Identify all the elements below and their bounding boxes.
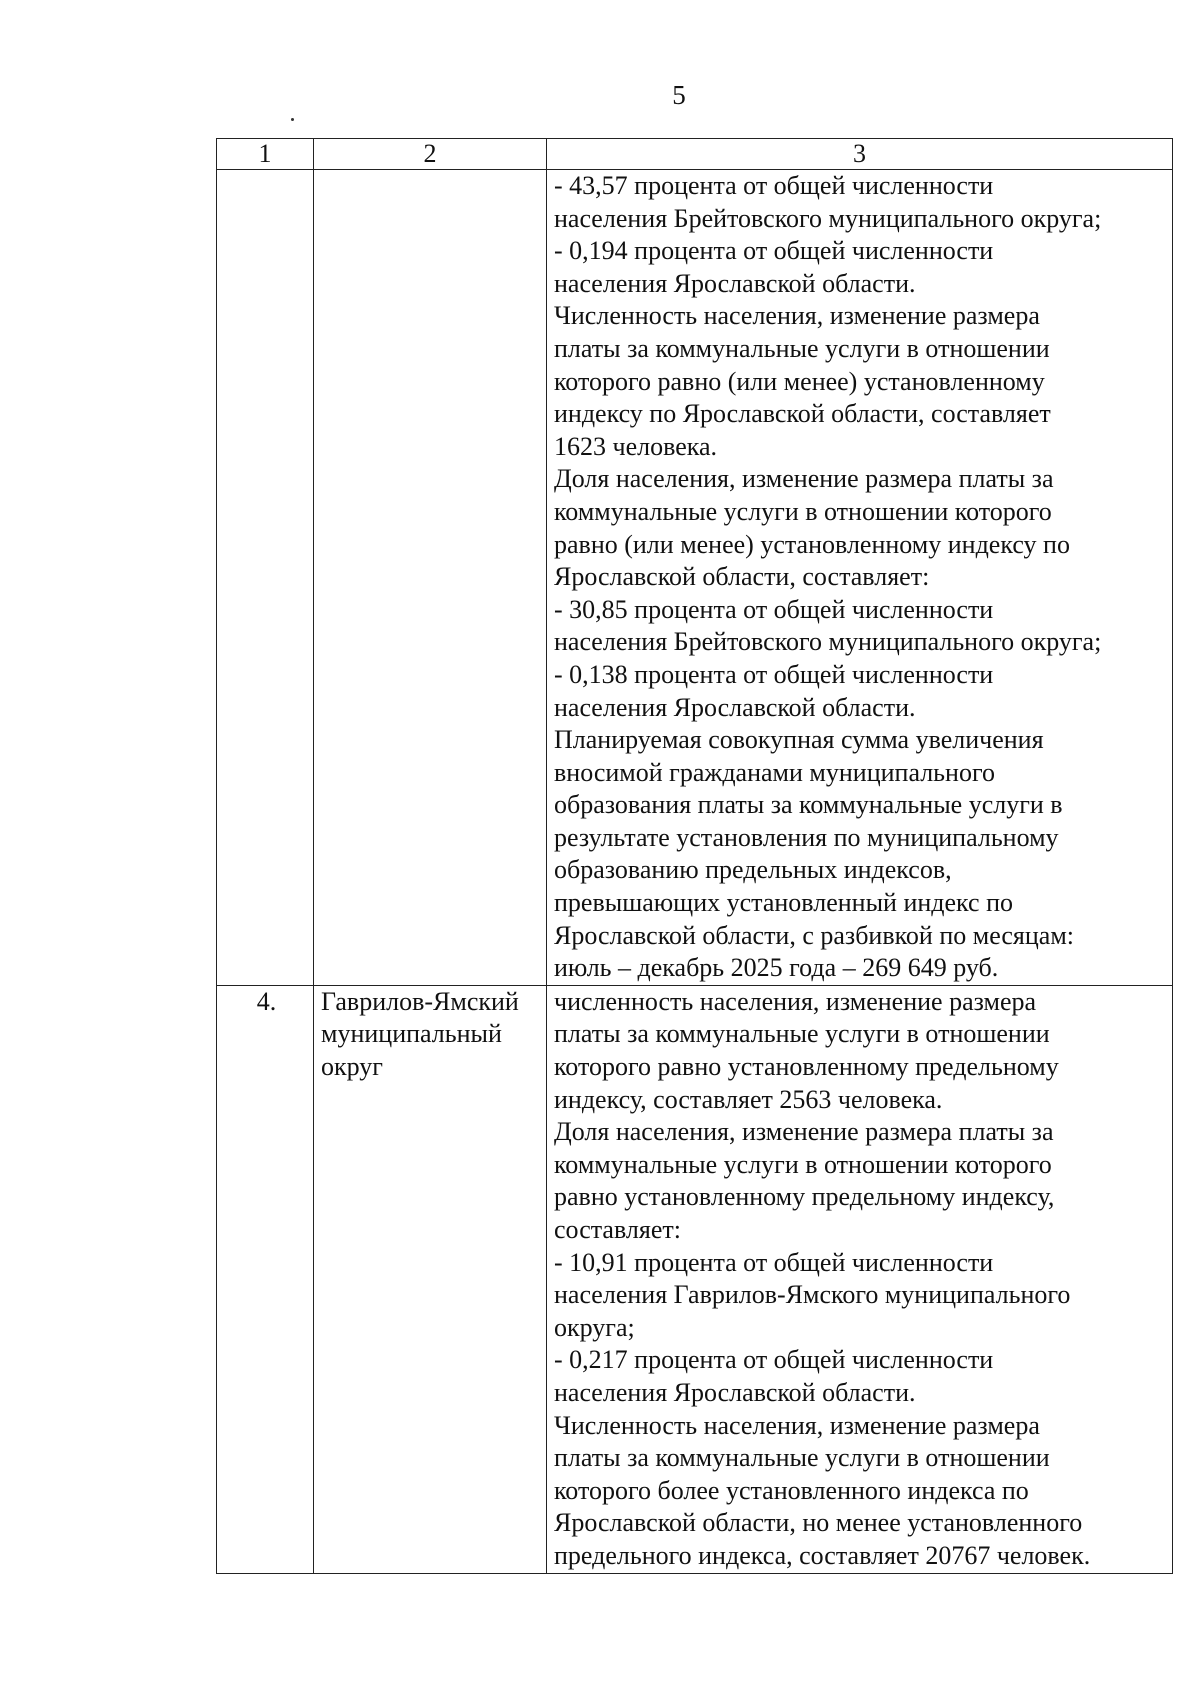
column-header-3: 3: [547, 139, 1173, 170]
description-line: Численность населения, изменение размера: [554, 1410, 1040, 1440]
description-line: населения Ярославской области.: [554, 692, 916, 722]
description-line: равно (или менее) установленному индексу по: [554, 529, 1070, 559]
description-line: Численность населения, изменение размера: [554, 301, 1040, 331]
document-table: [216, 138, 1173, 1574]
description-line: предельного индекса, составляет 20767 человек.: [554, 1540, 1091, 1570]
description-line: - 0,217 процента от общей численности: [554, 1345, 994, 1375]
description-line: платы за коммунальные услуги в отношении: [554, 333, 1050, 363]
description-line: Доля населения, изменение размера платы за: [554, 464, 1054, 494]
municipality-name-line: муниципальный: [321, 1019, 502, 1049]
table-row: [217, 985, 1173, 1573]
table-header-row: [217, 139, 1173, 170]
description-line: населения Ярославской области.: [554, 1377, 916, 1407]
description-line: населения Гаврилов-Ямского муниципального: [554, 1280, 1071, 1310]
description-line: 1623 человека.: [554, 431, 718, 461]
description-line: Ярославской области, составляет:: [554, 562, 930, 592]
description-line: - 0,194 процента от общей численности: [554, 236, 994, 266]
description-line: населения Ярославской области.: [554, 268, 916, 298]
row-number-cell: 4.: [217, 985, 314, 1573]
description-line: июль – декабрь 2025 года – 269 649 руб.: [554, 953, 999, 983]
description-line: коммунальные услуги в отношении которого: [554, 1149, 1052, 1179]
description-line: Ярославской области, но менее установленного: [554, 1508, 1083, 1538]
description-line: которого более установленного индекса по: [554, 1475, 1029, 1505]
description-line: округа;: [554, 1312, 635, 1342]
column-header-2: 2: [314, 139, 547, 170]
description-cell: [547, 985, 1173, 1573]
description-line: платы за коммунальные услуги в отношении: [554, 1019, 1050, 1049]
description-line: - 43,57 процента от общей численности: [554, 171, 994, 200]
description-line: превышающих установленный индекс по: [554, 888, 1013, 918]
municipality-name-line: округ: [321, 1052, 383, 1082]
description-line: равно установленному предельному индексу,: [554, 1182, 1055, 1212]
description-line: индексу по Ярославской области, составляет: [554, 399, 1051, 429]
description-line: - 0,138 процента от общей численности: [554, 659, 994, 689]
description-cell: [547, 170, 1173, 986]
description-line: Ярославской области, с разбивкой по месяцам:: [554, 920, 1075, 950]
description-line: образования платы за коммунальные услуги в: [554, 790, 1063, 820]
municipality-name-cell: [314, 170, 547, 986]
description-line: вносимой гражданами муниципального: [554, 757, 995, 787]
description-line: коммунальные услуги в отношении которого: [554, 496, 1052, 526]
page-number: 5: [672, 80, 686, 110]
scan-dot: [291, 118, 294, 121]
municipality-name-cell: [314, 985, 547, 1573]
description-line: населения Брейтовского муниципального округа;: [554, 203, 1102, 233]
description-line: населения Брейтовского муниципального округа;: [554, 627, 1102, 657]
description-line: результате установления по муниципальному: [554, 822, 1059, 852]
description-line: платы за коммунальные услуги в отношении: [554, 1443, 1050, 1473]
description-line: составляет:: [554, 1215, 681, 1244]
description-line: - 30,85 процента от общей численности: [554, 594, 994, 624]
row-number-cell: [217, 170, 314, 986]
description-line: - 10,91 процента от общей численности: [554, 1247, 994, 1277]
description-line: которого равно установленному предельному: [554, 1052, 1059, 1082]
description-line: индексу, составляет 2563 человека.: [554, 1084, 943, 1114]
description-line: Доля населения, изменение размера платы за: [554, 1117, 1054, 1147]
description-line: численность населения, изменение размера: [554, 986, 1037, 1016]
column-header-1: 1: [217, 139, 314, 170]
municipality-name-line: Гаврилов-Ямский: [321, 986, 519, 1016]
description-line: образованию предельных индексов,: [554, 855, 952, 885]
description-line: Планируемая совокупная сумма увеличения: [554, 725, 1044, 755]
table-row: [217, 170, 1173, 986]
description-line: которого равно (или менее) установленному: [554, 366, 1045, 396]
